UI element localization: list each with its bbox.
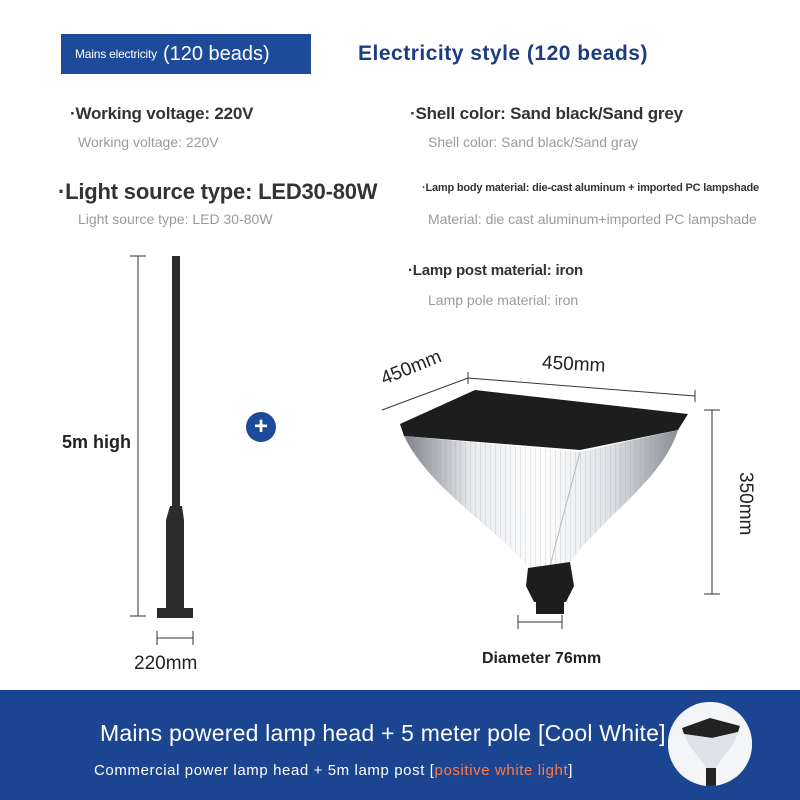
base-width-label: 220mm bbox=[134, 653, 198, 674]
height-label: 5m high bbox=[62, 432, 132, 452]
footer-subtitle-prefix: Commercial power lamp head + 5m lamp post [ bbox=[94, 762, 435, 779]
spec-shell-color-sub: Shell color: Sand black/Sand gray bbox=[428, 134, 639, 150]
footer-subtitle bbox=[94, 762, 573, 779]
spec-shell-color: ·Shell color: Sand black/Sand grey bbox=[410, 104, 683, 123]
header-badge bbox=[61, 34, 311, 74]
spec-post-material: ·Lamp post material: iron bbox=[408, 262, 584, 279]
page-title: Electricity style (120 beads) bbox=[358, 42, 648, 65]
spec-light-source-sub: Light source type: LED 30-80W bbox=[78, 211, 273, 227]
spec-body-material: ·Lamp body material: die-cast aluminum + imported PC lampshade bbox=[422, 182, 759, 194]
head-width-label: 450mm bbox=[541, 352, 606, 377]
footer-subtitle-suffix: ] bbox=[568, 762, 574, 779]
lamp-pole-illustration bbox=[120, 250, 220, 650]
footer-title: Mains powered lamp head + 5 meter pole [Cool White] bbox=[100, 720, 666, 746]
product-thumbnail bbox=[668, 702, 752, 786]
header-badge-big: (120 beads) bbox=[162, 42, 270, 65]
spec-body-material-sub: Material: die cast aluminum+imported PC lampshade bbox=[428, 211, 757, 227]
spec-voltage: ·Working voltage: 220V bbox=[70, 104, 254, 123]
header-badge-small: Mains electricity bbox=[75, 47, 157, 61]
lamp-head-illustration bbox=[370, 340, 750, 640]
spec-voltage-sub: Working voltage: 220V bbox=[78, 134, 219, 150]
spec-light-source: ·Light source type: LED30-80W bbox=[58, 179, 378, 204]
spec-post-material-sub: Lamp pole material: iron bbox=[428, 292, 579, 308]
footer-subtitle-highlight: positive white light bbox=[434, 762, 569, 779]
head-height-label: 350mm bbox=[735, 472, 756, 536]
lamp-thumbnail-image bbox=[668, 702, 752, 786]
diameter-label: Diameter 76mm bbox=[482, 650, 602, 667]
head-depth-label: 450mm bbox=[378, 346, 445, 390]
plus-icon: + bbox=[246, 412, 276, 442]
